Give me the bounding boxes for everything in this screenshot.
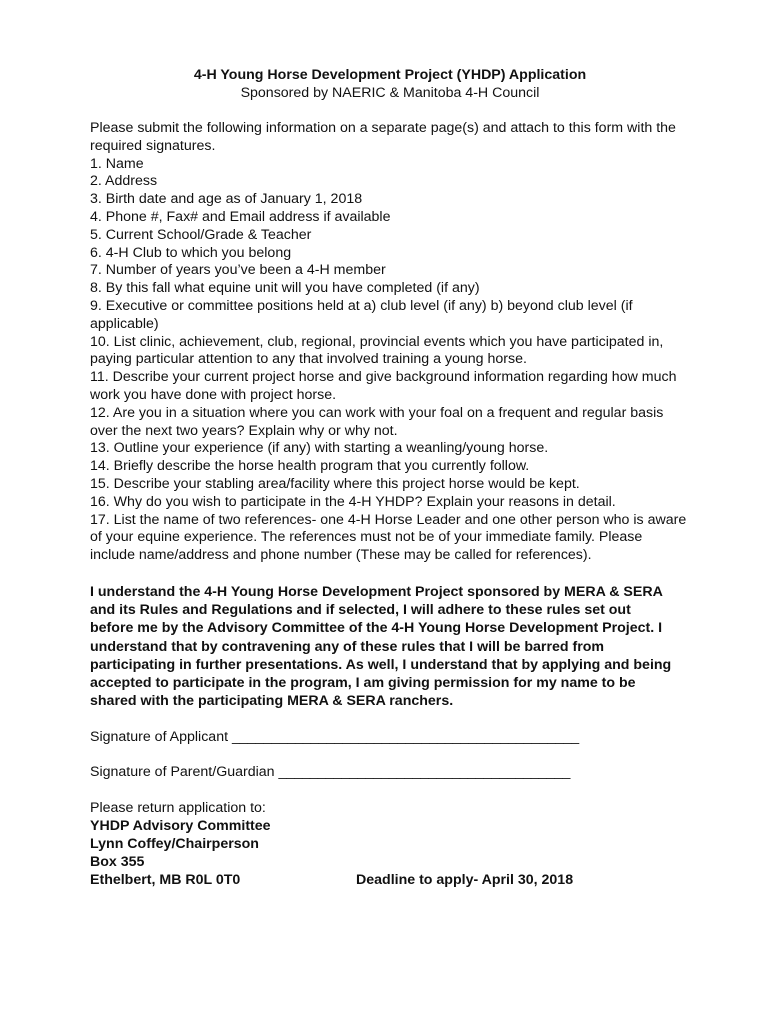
list-item: 16. Why do you wish to participate in the 4-H YHDP? Explain your reasons in detail. <box>90 493 616 510</box>
list-item: 1. Name <box>90 155 144 172</box>
list-item: 7. Number of years you’ve been a 4-H member <box>90 262 386 279</box>
form-subtitle: Sponsored by NAERIC & Manitoba 4-H Council <box>240 85 540 101</box>
chairperson-name: Lynn Coffey/Chairperson <box>90 836 259 853</box>
list-item: 6. 4-H Club to which you belong <box>90 244 292 261</box>
list-item: 9. Executive or committee positions held at a) club level (if any) b) beyond club level (if applicable) <box>90 297 633 332</box>
list-item: 8. By this fall what equine unit will you have completed (if any) <box>90 280 480 297</box>
list-item: 11. Describe your current project horse and give background information regarding how much work you have done with project horse. <box>90 369 677 403</box>
address-row <box>90 871 690 889</box>
city-postal: Ethelbert, MB R0L 0T0 <box>90 872 241 889</box>
list-item: 3. Birth date and age as of January 1, 2018 <box>90 191 363 208</box>
list-item: 10. List clinic, achievement, club, regional, provincial events which you have participated in, paying particular attention to any that involved training a young horse. <box>90 333 664 368</box>
requirements-list <box>90 156 690 565</box>
applicant-signature-line[interactable]: Signature of Applicant ____________________________________________ <box>90 729 580 746</box>
deadline-text: Deadline to apply- April 30, 2018 <box>356 872 574 889</box>
po-box: Box 355 <box>90 854 145 871</box>
application-form <box>90 66 690 889</box>
list-item: 5. Current School/Grade & Teacher <box>90 226 312 243</box>
return-label: Please return application to: <box>90 800 266 817</box>
agreement-statement: I understand the 4-H Young Horse Development Project sponsored by MERA & SERA and its Rules and Regulations and if selected, I will adhere to these rules set out before me by the Advisory Committee of the 4-H Young Horse Development Project. I understand that by contravening any of these rules that I will be barred from participating in further presentations. As well, I understand that by applying and being accepted to participate in the program, I am giving permission for my name to be shared with the participating MERA & SERA ranchers. <box>90 583 672 710</box>
parent-signature-line[interactable]: Signature of Parent/Guardian _____________________________________ <box>90 764 571 781</box>
form-title: 4-H Young Horse Development Project (YHDP) Application <box>193 67 587 83</box>
intro-paragraph: Please submit the following information on a separate page(s) and attach to this form with the required signatures. <box>90 120 676 154</box>
list-item: 17. List the name of two references- one 4-H Horse Leader and one other person who is aware of your equine experience. The references must not be of your immediate family. Please include name/address and phone number (These may be called for references). <box>90 511 687 564</box>
list-item: 4. Phone #, Fax# and Email address if available <box>90 208 391 225</box>
list-item: 14. Briefly describe the horse health program that you currently follow. <box>90 458 530 475</box>
return-address-block <box>90 799 690 889</box>
committee-name: YHDP Advisory Committee <box>90 818 271 835</box>
list-item: 15. Describe your stabling area/facility where this project horse would be kept. <box>90 475 580 492</box>
list-item: 2. Address <box>90 173 158 190</box>
list-item: 12. Are you in a situation where you can work with your foal on a frequent and regular basis over the next two years? Explain why or why not. <box>90 404 664 439</box>
list-item: 13. Outline your experience (if any) with starting a weanling/young horse. <box>90 440 549 457</box>
